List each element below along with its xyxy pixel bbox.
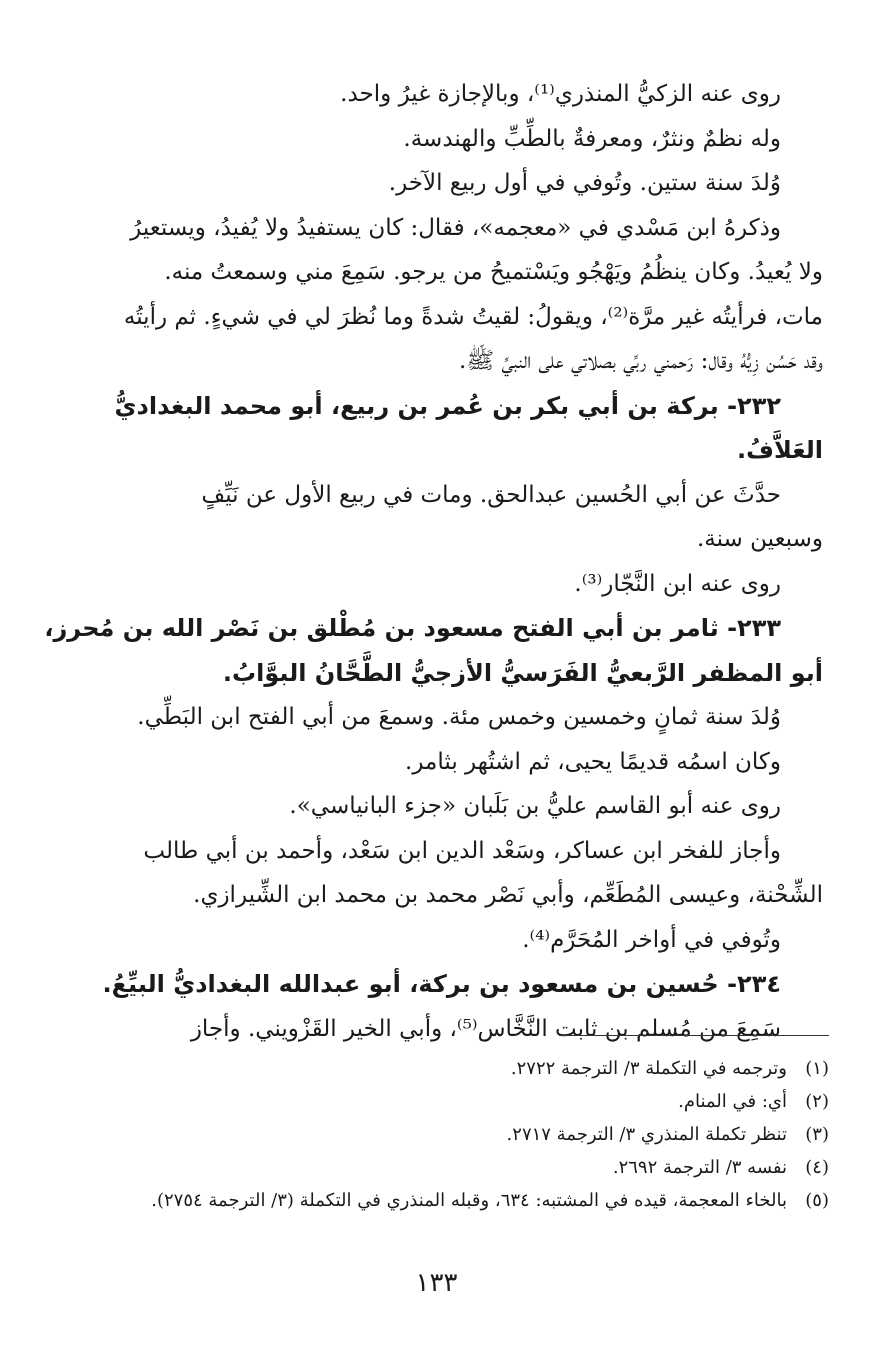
footnote-number: (٤) — [805, 1157, 829, 1178]
text-line: وُلدَ سنة ستين. وتُوفي في أول ربيع الآخر. — [388, 170, 781, 196]
footnote-number: (١) — [805, 1058, 829, 1079]
paragraph — [43, 206, 823, 384]
footnote-number: (٣) — [805, 1124, 829, 1145]
paragraph — [43, 117, 823, 162]
paragraph — [43, 829, 823, 918]
heading-line: ٢٣٣- ثامر بن أبي الفتح مسعود بن مُطْلق بن نَصْر الله بن مُحرز، — [44, 614, 781, 642]
page-number: ١٣٣ — [415, 1268, 458, 1298]
paragraph — [43, 473, 823, 562]
text-line: وقد حَسُن زِيُّهُ وقال: رَحمني ربِّي بصلاتي على النبيِّ ﷺ. — [459, 348, 823, 374]
text-line: وأجاز للفخر ابن عساكر، وسَعْد الدين ابن سَعْد، وأحمد بن أبي طالب — [143, 837, 781, 864]
footnote-item — [39, 1184, 829, 1217]
text-line: وكان اسمُه قديمًا يحيى، ثم اشتُهر بثامر. — [405, 748, 781, 775]
text-line: وذكرهُ ابن مَسْدي في «معجمه»، فقال: كان يستفيدُ ولا يُفيدُ، ويستعيرُ — [130, 214, 781, 241]
heading-line: العَلاَّفُ. — [736, 436, 823, 464]
heading-line: أبو المظفر الرَّبعيُّ الفَرَسيُّ الأزجيُّ الطَّحَّانُ البوَّابُ. — [222, 658, 823, 687]
text-line: روى عنه أبو القاسم عليُّ بن بَلَبان «جزء البانياسي». — [289, 793, 781, 819]
text-line: روى عنه الزكيُّ المنذري⁽¹⁾، وبالإجازة غيرُ واحد. — [340, 81, 781, 107]
footnote-text: نفسه ٣/ الترجمة ٢٦٩٢. — [612, 1157, 787, 1178]
text-line: سَمِعَ من مُسلم بن ثابت النَّخَّاس⁽⁵⁾، وأبي الخير القَزْويني. وأجاز — [190, 1015, 781, 1042]
text-line: وسبعين سنة. — [696, 526, 823, 552]
footnotes — [39, 1052, 829, 1217]
entry-heading-232 — [43, 384, 823, 473]
main-text — [43, 72, 823, 1051]
paragraph — [43, 740, 823, 785]
entry-heading-234 — [43, 962, 823, 1007]
body-text — [43, 72, 823, 1051]
paragraph — [43, 72, 823, 117]
footnote-number: (٢) — [805, 1091, 829, 1112]
footnote-number: (٥) — [805, 1190, 829, 1211]
heading-line: ٢٣٢- بركة بن أبي بكر بن عُمر بن ربيع، أبو محمد البغداديُّ — [114, 391, 781, 420]
text-line: حدَّثَ عن أبي الحُسين عبدالحق. ومات في ربيع الأول عن نَيِّفٍ — [201, 481, 781, 508]
paragraph — [43, 161, 823, 206]
text-line: وتُوفي في أواخر المُحَرَّم⁽⁴⁾. — [522, 926, 781, 953]
text-line: وُلدَ سنة ثمانٍ وخمسين وخمس مئة. وسمعَ من أبي الفتح ابن البَطِّي. — [137, 704, 781, 730]
paragraph — [43, 695, 823, 740]
footnote-divider — [559, 1035, 829, 1036]
footnote-item — [39, 1085, 829, 1118]
footnote-text: تنظر تكملة المنذري ٣/ الترجمة ٢٧١٧. — [506, 1124, 787, 1145]
footnote-text: أي: في المنام. — [678, 1091, 787, 1112]
text-line: وله نظمٌ ونثرٌ، ومعرفةٌ بالطِّبِّ والهندسة. — [403, 125, 781, 152]
footnote-item — [39, 1151, 829, 1184]
entry-heading-233 — [43, 606, 823, 695]
footnote-item — [39, 1118, 829, 1151]
footnote-text: وترجمه في التكملة ٣/ الترجمة ٢٧٢٢. — [510, 1058, 787, 1079]
paragraph — [43, 918, 823, 963]
paragraph — [43, 562, 823, 607]
text-line: ولا يُعيدُ. وكان ينظُمُ ويَهْجُو ويَسْتميحُ من يرجو. سَمِعَ مني وسمعتُ منه. — [164, 259, 823, 285]
text-line: مات، فرأيتُه غير مرَّة⁽²⁾، ويقولُ: لقيتُ شدةً وما نُظرَ لي في شيءٍ. ثم رأيتُه — [123, 303, 823, 330]
footnote-text: بالخاء المعجمة، قيده في المشتبه: ٦٣٤، وقبله المنذري في التكملة (٣/ الترجمة ٢٧٥٤). — [151, 1190, 787, 1211]
heading-line: ٢٣٤- حُسين بن مسعود بن بركة، أبو عبدالله البغداديُّ البيِّعُ. — [102, 970, 781, 998]
paragraph — [43, 1007, 823, 1052]
text-line: الشِّحْنة، وعيسى المُطَعِّم، وأبي نَصْر محمد بن محمد ابن الشِّيرازي. — [193, 882, 823, 908]
text-line: روى عنه ابن النَّجّار⁽³⁾. — [574, 570, 781, 597]
footnote-item — [39, 1052, 829, 1085]
paragraph — [43, 784, 823, 829]
